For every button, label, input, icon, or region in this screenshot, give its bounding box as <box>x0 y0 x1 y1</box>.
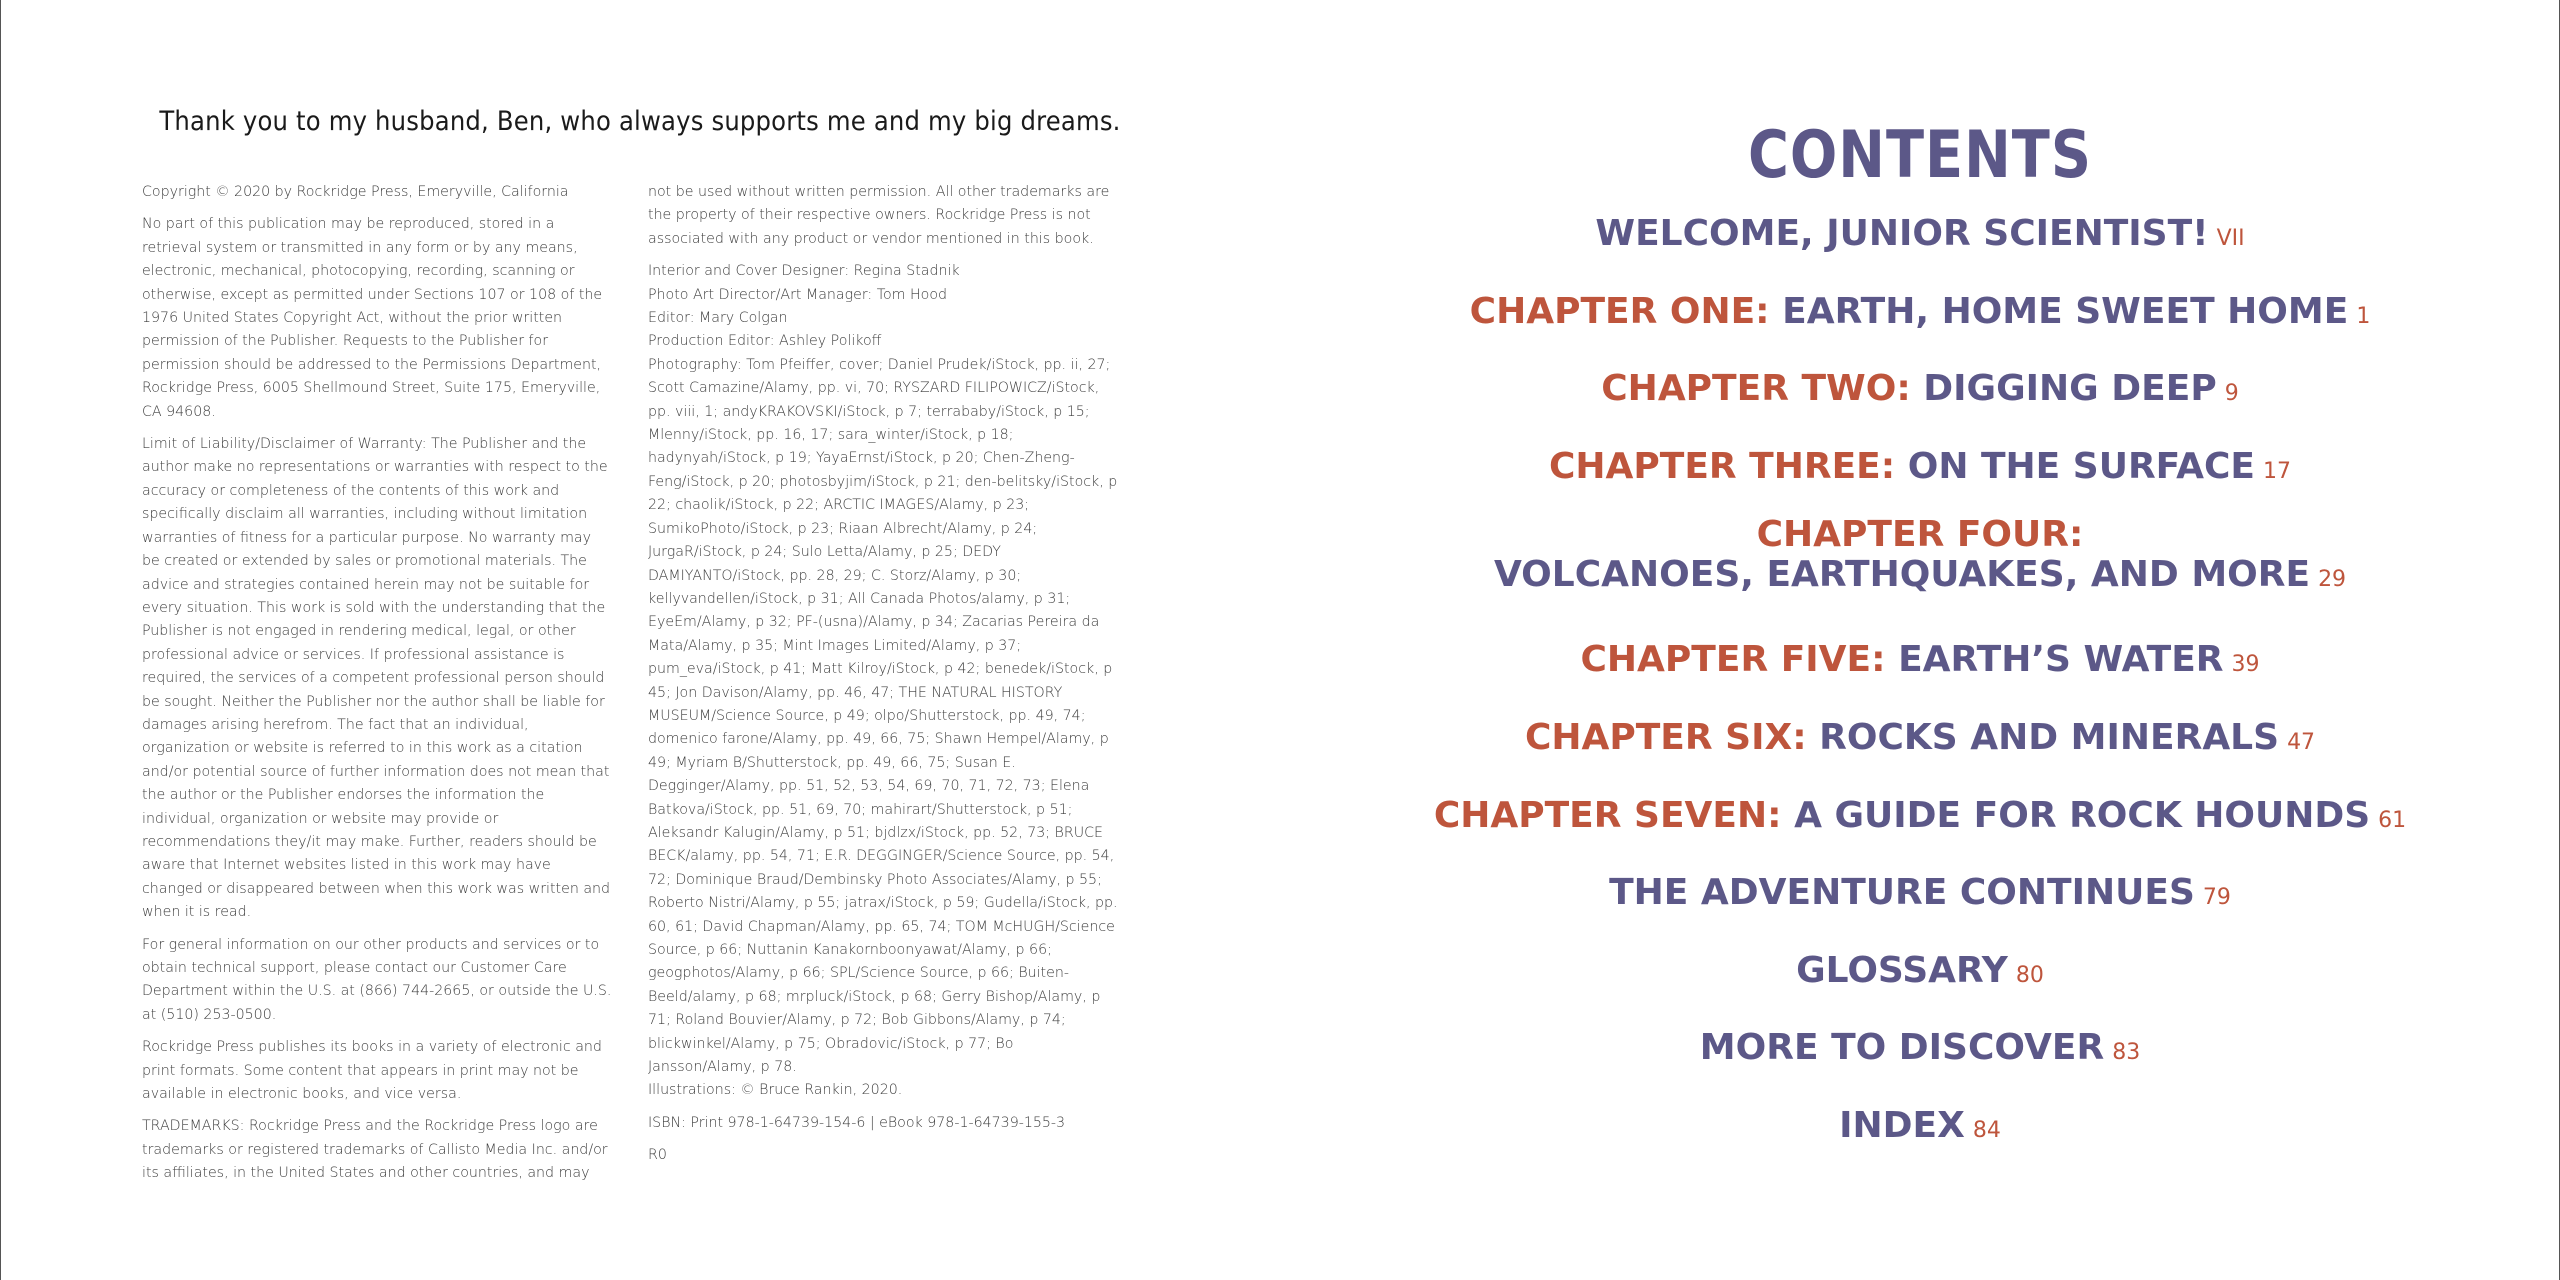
customer-care-info: For general information on our other products and services or to obtain technical support, please contact our Customer Care Department within the U.S. at (866) 744-2665, or outside the U.S. at (510) 253-0500. <box>142 936 612 1023</box>
photography-credits: Photography: Tom Pfeiffer, cover; Daniel Prudek/iStock, pp. ii, 27; Scott Camazine/Alamy, pp. vi, 70; RYSZARD FILIPOWICZ/iStock, pp. viii, 1; andyKRAKOVSKI/iStock, p 7; terrababy/iStock, p 15; Mlenny/iStock, pp. 16, 17; sara_winter/iStock, p 18; hadynyah/iStock, p 19; YayaErnst/iStock, p 20; Chen-Zheng-Feng/iStock, p 20; photosbyjim/iStock, p 21; den-belitsky/iStock, p 22; chaolik/iStock, p 22; ARCTIC IMAGES/Alamy, p 23; SumikoPhoto/iStock, p 23; Riaan Albrecht/Alamy, p 24; JurgaR/iStock, p 24; Sulo Letta/Alamy, p 25; DEDY DAMIYANTO/iStock, pp. 28, 29; C. Storz/Alamy, p 30; kellyvandellen/iStock, p 31; All Canada Photos/alamy, p 31; EyeEm/Alamy, p 32; PF-(usna)/Alamy, p 34; Zacarias Pereira da Mata/Alamy, p 35; Mint Images Limited/Alamy, p 37; pum_eva/iStock, p 41; Matt Kilroy/iStock, p 42; benedek/iStock, p 45; Jon Davison/Alamy, pp. 46, 47; THE NATURAL HISTORY MUSEUM/Science Source, p 49; olpo/Shutterstock, pp. 49, 74; domenico farone/Alamy, pp. 49, 66, 75; Shawn Hempel/Alamy, p 49; Myriam B/Shutterstock, pp. 49, 66, 75; Susan E. Degginger/Alamy, pp. 51, 52, 53, 54, 69, 70, 71, 72, 73; Elena Batkova/iStock, pp. 51, 69, 70; mahirart/Shutterstock, p 51; Aleksandr Kalugin/Alamy, p 51; bjdlzx/iStock, pp. 52, 73; BRUCE BECK/alamy, pp. 54, 71; E.R. DEGGINGER/Science Source, pp. 54, 72; Dominique Braud/Dembinsky Photo Associates/Alamy, p 55; Roberto Nistri/Alamy, p 55; jatrax/iStock, p 59; Gudella/iStock, pp. 60, 61; David Chapman/Alamy, pp. 65, 74; TOM McHUGH/Science Source, p 66; Nuttanin Kanakornboonyawat/Alamy, p 66; geogphotos/Alamy, p 66; SPL/Science Source, p 66; Buiten-Beeld/alamy, p 68; mrpluck/iStock, p 68; Gerry Bishop/Alamy, p 71; Roland Bouvier/Alamy, p 72; Bob Gibbons/Alamy, p 74; blickwinkel/Alamy, p 75; Obradovic/iStock, p 77; Bo Jansson/Alamy, p 78. <box>648 356 1118 1076</box>
toc-entry-title: GLOSSARY <box>1796 949 2008 991</box>
toc-entry-title: A GUIDE FOR ROCK HOUNDS <box>1794 794 2371 836</box>
toc-entry-glossary[interactable] <box>1280 942 2560 1020</box>
toc-entry-more-to-discover[interactable] <box>1280 1019 2560 1097</box>
illustrations-credit: Illustrations: © Bruce Rankin, 2020. <box>648 1082 903 1099</box>
isbn-line: ISBN: Print 978-1-64739-154-6 | eBook 978-1-64739-155-3 <box>648 1114 1066 1131</box>
toc-entry-title: THE ADVENTURE CONTINUES <box>1609 872 2195 914</box>
art-director-credit: Photo Art Director/Art Manager: Tom Hood <box>648 286 948 303</box>
trademarks-notice: TRADEMARKS: Rockridge Press and the Rockridge Press logo are trademarks or registered trademarks of Callisto Media Inc. and/or its affiliates, in the United States and other countries, and may <box>142 1118 608 1182</box>
toc-entry-chapter-one[interactable] <box>1280 283 2560 361</box>
trademarks-continuation: not be used without written permission. All other trademarks are the property of their respective owners. Rockridge Press is not associated with any product or vendor mentioned in this book. <box>648 184 1110 247</box>
toc-entry-title: EARTH’S WATER <box>1898 639 2224 681</box>
toc-entry-chapter-six[interactable] <box>1280 709 2560 787</box>
toc-entry-title: ON THE SURFACE <box>1907 445 2256 487</box>
dedication: Thank you to my husband, Ben, who always supports me and my big dreams. <box>159 106 1121 137</box>
toc-entry-title: WELCOME, JUNIOR SCIENTIST! <box>1595 213 2209 254</box>
toc-entry-label: CHAPTER THREE: <box>1548 445 1896 487</box>
toc-entry-title: VOLCANOES, EARTHQUAKES, AND MORE <box>1493 554 2311 596</box>
toc-entry-label: CHAPTER SIX: <box>1524 716 1807 758</box>
toc-entry-welcome[interactable] <box>1280 205 2560 283</box>
editor-credit: Editor: Mary Colgan <box>648 310 788 327</box>
formats-notice: Rockridge Press publishes its books in a variety of electronic and print formats. Some content that appears in print may not be available in electronic books, and vice versa. <box>142 1039 602 1103</box>
production-editor-credit: Production Editor: Ashley Polikoff <box>648 333 882 350</box>
toc-entry-page: 47 <box>2287 729 2316 755</box>
toc-entry-label: CHAPTER FIVE: <box>1580 639 1886 681</box>
printing-code: R0 <box>648 1147 667 1164</box>
copyright-column-2 <box>648 181 1118 1177</box>
toc-entry-page: 9 <box>2224 381 2239 407</box>
toc-entry-page: 29 <box>2318 567 2347 593</box>
copyright-column-1 <box>142 181 612 1195</box>
toc-entry-index[interactable] <box>1280 1097 2560 1175</box>
toc-entry-page: 83 <box>2112 1040 2141 1066</box>
copyright-line: Copyright © 2020 by Rockridge Press, Emeryville, California <box>142 184 569 200</box>
toc-entry-label: CHAPTER TWO: <box>1601 368 1911 410</box>
toc-entry-chapter-five[interactable] <box>1280 631 2560 709</box>
toc-entry-label: CHAPTER ONE: <box>1469 290 1770 332</box>
toc-entry-page: 17 <box>2263 458 2292 484</box>
toc-entry-page: 79 <box>2202 885 2231 911</box>
toc-entry-title: DIGGING DEEP <box>1923 368 2217 410</box>
toc-entry-page: VII <box>2216 226 2245 251</box>
toc-entry-page: 1 <box>2356 303 2371 329</box>
contents-title: CONTENTS <box>1747 116 2093 193</box>
toc-entry-page: 80 <box>2015 962 2044 988</box>
toc-entry-page: 61 <box>2378 807 2407 833</box>
contents-list <box>1280 205 2560 1175</box>
reproduction-notice: No part of this publication may be reproduced, stored in a retrieval system or transmitted in any form or by any means, electronic, mechanical, photocopying, recording, scanning or otherwise, except as permitted under Sections 107 or 108 of the 1976 United States Copyright Act, without the prior written permission of the Publisher. Requests to the Publisher for permission should be addressed to the Permissions Department, Rockridge Press, 6005 Shellmound Street, Suite 175, Emeryville, CA 94608. <box>142 216 603 420</box>
toc-entry-label: CHAPTER SEVEN: <box>1433 794 1782 836</box>
toc-entry-page: 39 <box>2231 652 2260 678</box>
liability-disclaimer: Limit of Liability/Disclaimer of Warranty: The Publisher and the author make no representations or warranties with respect to the accuracy or completeness of the contents of this work and specifically disclaim all warranties, including without limitation warranties of fitness for a particular purpose. No warranty may be created or extended by sales or promotional materials. The advice and strategies contained herein may not be suitable for every situation. This work is sold with the understanding that the Publisher is not engaged in rendering medical, legal, or other professional advice or services. If professional assistance is required, the services of a competent professional person should be sought. Neither the Publisher nor the author shall be liable for damages arising herefrom. The fact that an individual, organization or website is referred to in this work as a citation and/or potential source of further information does not mean that the author or the Publisher endorses the information the individual, organization or website may provide or recommendations they/it may make. Further, readers should be aware that Internet websites listed in this work may have changed or disappeared between when this work was written and when it is read. <box>142 436 611 921</box>
toc-entry-chapter-four[interactable] <box>1280 515 2560 631</box>
toc-entry-label: CHAPTER FOUR: <box>1756 514 2084 556</box>
toc-entry-title: EARTH, HOME SWEET HOME <box>1782 290 2349 332</box>
toc-entry-title: MORE TO DISCOVER <box>1699 1027 2105 1069</box>
toc-entry-chapter-seven[interactable] <box>1280 787 2560 865</box>
contents-page <box>1280 0 2560 1280</box>
toc-entry-title: ROCKS AND MINERALS <box>1819 716 2280 758</box>
toc-entry-page: 84 <box>1972 1117 2001 1143</box>
toc-entry-chapter-two[interactable] <box>1280 360 2560 438</box>
toc-entry-adventure-continues[interactable] <box>1280 864 2560 942</box>
toc-entry-title: INDEX <box>1839 1104 1965 1146</box>
toc-entry-chapter-three[interactable] <box>1280 438 2560 516</box>
designer-credit: Interior and Cover Designer: Regina Stadnik <box>648 263 960 280</box>
